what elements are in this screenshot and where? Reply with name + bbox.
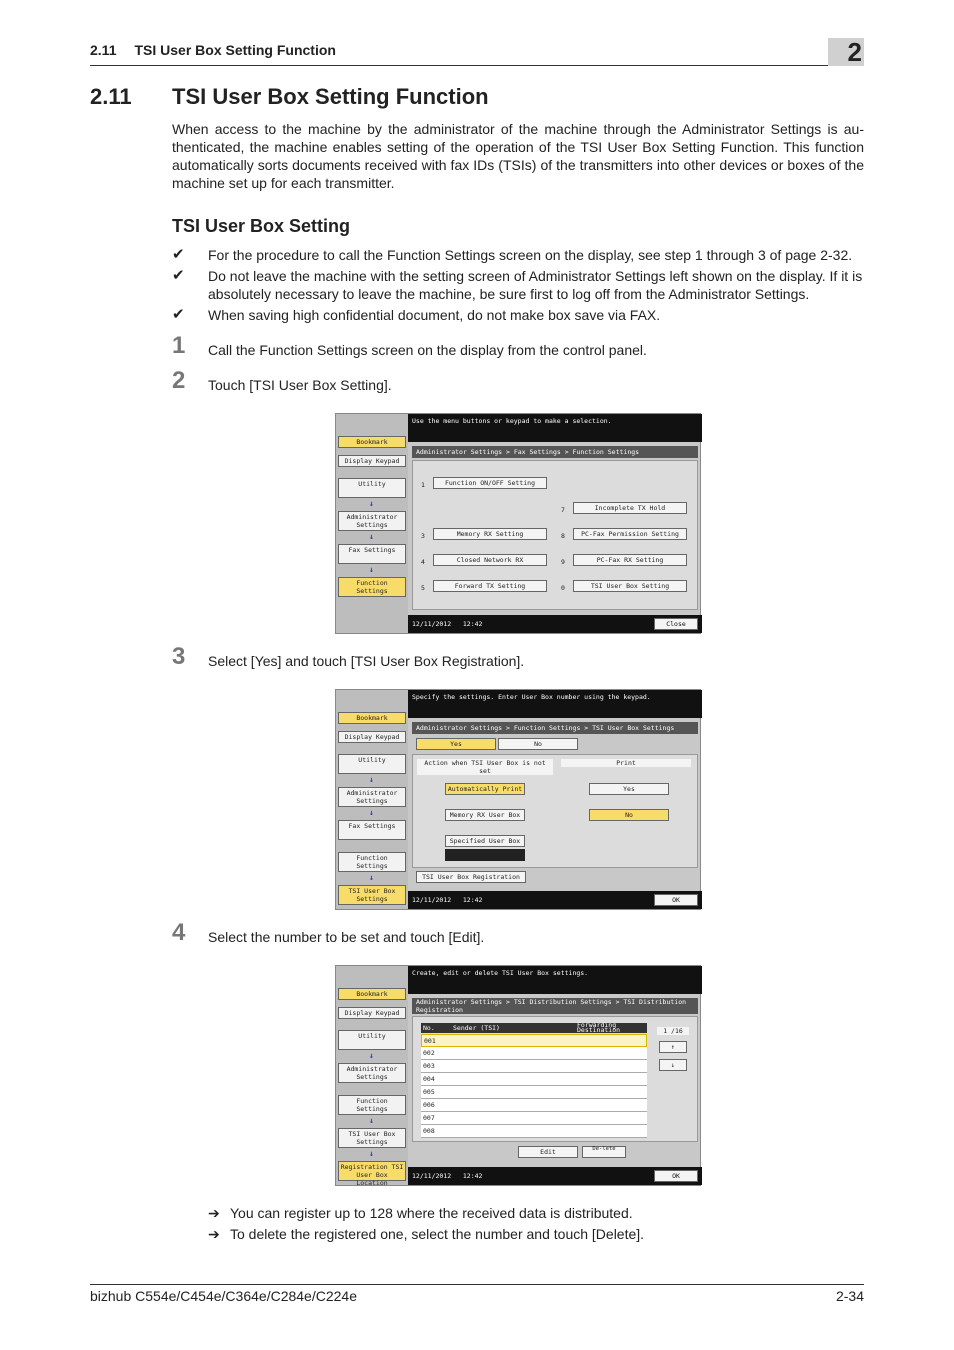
display-keypad-button[interactable]: Display Keypad <box>338 455 406 467</box>
administrator-settings-button[interactable]: Administrator Settings <box>338 787 406 807</box>
down-arrow-icon: ↓ <box>369 775 374 784</box>
box-number-field[interactable] <box>445 849 525 861</box>
tsi-user-box-settings-button[interactable]: TSI User Box Settings <box>338 1128 406 1148</box>
automatically-print-button[interactable]: Automatically Print <box>445 783 525 795</box>
utility-button[interactable]: Utility <box>338 1030 406 1050</box>
list-row[interactable]: 008 <box>421 1125 647 1138</box>
down-arrow-icon: ↓ <box>671 1061 675 1069</box>
breadcrumb: Administrator Settings > TSI Distribution Settings > TSI Distribution Registration <box>412 998 698 1014</box>
down-arrow-icon: ↓ <box>369 1116 374 1125</box>
down-arrow-icon: ↓ <box>369 532 374 541</box>
yes-button[interactable]: Yes <box>416 738 496 750</box>
administrator-settings-button[interactable]: Administrator Settings <box>338 1063 406 1083</box>
specified-user-box-button[interactable]: Specified User Box <box>445 835 525 847</box>
down-arrow-icon: ↓ <box>369 873 374 882</box>
status-bar: 12/11/2012 12:42 OK <box>408 1167 702 1185</box>
print-no-button[interactable]: No <box>589 809 669 821</box>
chapter-number: 2 <box>828 38 864 66</box>
breadcrumb: Administrator Settings > Fax Settings > Function Settings <box>412 446 698 458</box>
breadcrumb: Administrator Settings > Function Settings > TSI User Box Settings <box>412 722 698 734</box>
print-yes-button[interactable]: Yes <box>589 783 669 795</box>
page-header <box>90 37 864 67</box>
down-arrow-icon: ↓ <box>369 1149 374 1158</box>
function-menu: 1 Function ON/OFF Setting 3 Memory RX Setting 4 Closed Network RX 5 Forward TX Setting 7 Incomplete TX Hold 8 PC-Fax Permission Setting 9 PC-Fax RX Setting 0 TSI User Box Setting <box>412 460 698 610</box>
list-header: No. Sender (TSI) Forwarding Destination <box>421 1023 647 1033</box>
pc-fax-permission-button[interactable]: PC-Fax Permission Setting <box>573 528 687 540</box>
settings-panel <box>412 754 698 868</box>
status-bar: 12/11/2012 12:42 OK <box>408 891 702 909</box>
list-row[interactable]: 006 <box>421 1099 647 1112</box>
ok-button[interactable]: OK <box>654 894 698 906</box>
incomplete-tx-button[interactable]: Incomplete TX Hold <box>573 502 687 514</box>
page-footer <box>90 1284 864 1304</box>
administrator-settings-button[interactable]: Administrator Settings <box>338 511 406 531</box>
ok-button[interactable]: OK <box>654 1170 698 1182</box>
tsi-user-box-setting-button[interactable]: TSI User Box Setting <box>573 580 687 592</box>
header-title: TSI User Box Setting Function <box>134 42 336 58</box>
screen-tsi-user-box-settings <box>335 689 701 910</box>
list-row[interactable]: 003 <box>421 1060 647 1073</box>
down-arrow-icon: ↓ <box>369 1051 374 1060</box>
subheading: TSI User Box Setting <box>172 216 351 236</box>
utility-button[interactable]: Utility <box>338 478 406 498</box>
down-arrow-icon: ↓ <box>369 499 374 508</box>
print-label: Print <box>561 759 691 767</box>
memory-rx-button[interactable]: Memory RX Setting <box>433 528 547 540</box>
fax-settings-button[interactable]: Fax Settings <box>338 820 406 840</box>
screen-function-settings <box>335 413 701 634</box>
footer-page: 2-34 <box>835 1288 864 1304</box>
utility-button[interactable]: Utility <box>338 754 406 774</box>
check-icon: ✔ <box>172 306 185 323</box>
status-bar: 12/11/2012 12:42 Close <box>408 615 702 633</box>
arrow-right-icon: ➔ <box>208 1205 220 1221</box>
footer-model: bizhub C554e/C454e/C364e/C284e/C224e <box>90 1288 357 1304</box>
list-row[interactable]: 007 <box>421 1112 647 1125</box>
memory-rx-user-box-button[interactable]: Memory RX User Box <box>445 809 525 821</box>
display-keypad-button[interactable]: Display Keypad <box>338 731 406 743</box>
scroll-up-button[interactable] <box>659 1041 687 1053</box>
down-arrow-icon: ↓ <box>369 565 374 574</box>
close-button[interactable]: Close <box>654 618 698 630</box>
sidebar <box>336 966 408 1185</box>
list-row[interactable]: 004 <box>421 1073 647 1086</box>
check-icon: ✔ <box>172 246 185 263</box>
screen-tsi-distribution-registration <box>335 965 701 1186</box>
intro-paragraph: When access to the machine by the administrator of the machine through the Administrator Settings is au-thenticated, the machine enables setting of the operation of the TSI User Box Setting Function. This function automatically sorts documents received with fax IDs (TSIs) of the transmitters into other devices or boxes of the machine set up for each transmitter. <box>172 121 864 191</box>
edit-button[interactable]: Edit <box>518 1146 578 1158</box>
tsi-user-box-registration-button[interactable]: TSI User Box Registration <box>416 871 526 883</box>
up-arrow-icon: ↑ <box>671 1043 675 1051</box>
function-settings-button[interactable]: Function Settings <box>338 577 406 597</box>
instruction-message: Use the menu buttons or keypad to make a selection. <box>408 414 702 442</box>
forward-tx-button[interactable]: Forward TX Setting <box>433 580 547 592</box>
closed-network-button[interactable]: Closed Network RX <box>433 554 547 566</box>
list-row[interactable]: 001 <box>421 1034 647 1047</box>
tsi-user-box-settings-button[interactable]: TSI User Box Settings <box>338 885 406 905</box>
page-indicator: 1 /16 <box>657 1027 689 1035</box>
instruction-message: Create, edit or delete TSI User Box settings. <box>408 966 702 994</box>
check-icon: ✔ <box>172 267 185 284</box>
bookmark-button[interactable]: Bookmark <box>338 436 406 448</box>
function-settings-button[interactable]: Function Settings <box>338 1095 406 1115</box>
bookmark-button[interactable]: Bookmark <box>338 988 406 1000</box>
note-item: ➔ You can register up to 128 where the received data is distributed. <box>208 1205 633 1221</box>
pc-fax-rx-button[interactable]: PC-Fax RX Setting <box>573 554 687 566</box>
registration-list-panel <box>412 1016 698 1142</box>
arrow-right-icon: ➔ <box>208 1226 220 1242</box>
header-section: 2.11 <box>90 42 117 58</box>
bookmark-button[interactable]: Bookmark <box>338 712 406 724</box>
registration-location-button[interactable]: Registration TSI User Box Location <box>338 1161 406 1181</box>
action-label: Action when TSI User Box is not set <box>417 759 553 775</box>
function-on-off-button[interactable]: Function ON/OFF Setting <box>433 477 547 489</box>
down-arrow-icon: ↓ <box>369 808 374 817</box>
display-keypad-button[interactable]: Display Keypad <box>338 1007 406 1019</box>
scroll-down-button[interactable] <box>659 1059 687 1071</box>
sidebar <box>336 414 408 633</box>
fax-settings-button[interactable]: Fax Settings <box>338 544 406 564</box>
page-title: 2.11 TSI User Box Setting Function <box>90 84 489 109</box>
function-settings-button[interactable]: Function Settings <box>338 852 406 872</box>
delete-button[interactable]: De-lete <box>582 1146 626 1158</box>
note-item: ➔ To delete the registered one, select the number and touch [Delete]. <box>208 1226 645 1242</box>
no-button[interactable]: No <box>498 738 578 750</box>
list-row[interactable]: 005 <box>421 1086 647 1099</box>
sidebar <box>336 690 408 909</box>
instruction-message: Specify the settings. Enter User Box number using the keypad. <box>408 690 702 718</box>
list-row[interactable]: 002 <box>421 1047 647 1060</box>
